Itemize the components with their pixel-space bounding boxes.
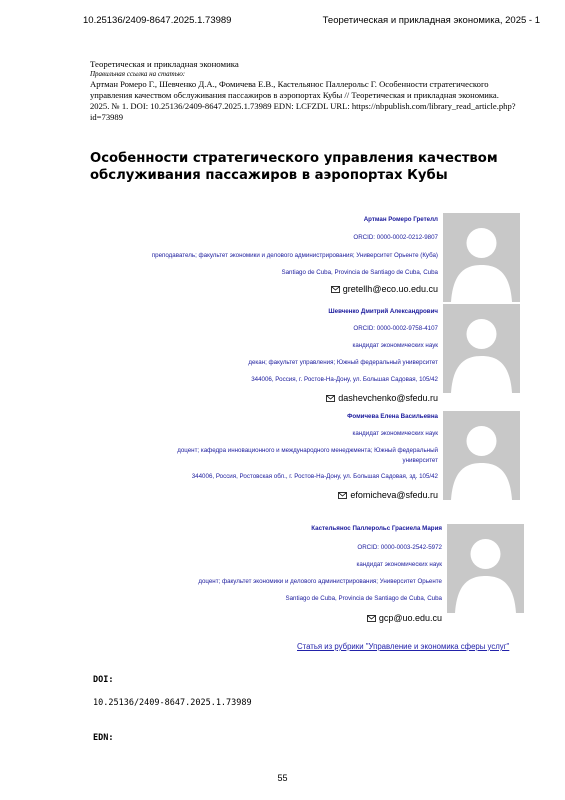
citation-line-1: Артман Ромеро Г., Шевченко Д.А., Фомичева Е.В., Кастельянос Паллерольс Г. Особенности стратегического <box>90 79 489 89</box>
author-address: 344006, Россия, Ростовская обл., г. Ростов-На-Дону, ул. Большая Садовая, зд. 105/42 <box>191 473 438 480</box>
author-position: доцент; факультет экономики и делового администрирования; Университет Орьенте <box>198 578 442 585</box>
page-number: 55 <box>277 773 288 783</box>
citation-block <box>90 59 530 123</box>
author-name: Кастельянос Паллерольс Грасиела Мария <box>311 525 442 532</box>
author-email[interactable]: gcp@uo.edu.cu <box>378 613 442 623</box>
doi-value[interactable]: 10.25136/2409-8647.2025.1.73989 <box>93 698 252 708</box>
article-title-line-2: обслуживания пассажиров в аэропортах Кубы <box>90 168 448 183</box>
author-name: Шевченко Дмитрий Александрович <box>328 308 438 315</box>
citation-line-3[interactable]: 2025. № 1. DOI: 10.25136/2409-8647.2025.1.73989 EDN: LCFZDL URL: https://nbpublish.com/library_read_article.php? <box>90 101 516 111</box>
person-silhouette-icon <box>443 411 520 500</box>
citation-line-4: id=73989 <box>90 112 124 122</box>
author-email[interactable]: efomicheva@sfedu.ru <box>350 490 438 500</box>
citation-label: Правильная ссылка на статью: <box>90 70 186 78</box>
author-email-row[interactable] <box>331 284 438 294</box>
author-degree: кандидат экономических наук <box>352 430 438 437</box>
author-position: декан; факультет управления; Южный федеральный университет <box>248 359 438 366</box>
author-email-row[interactable] <box>326 393 438 403</box>
author-address: 344006, Россия, г. Ростов-На-Дону, ул. Большая Садовая, 105/42 <box>251 376 438 383</box>
author-2 <box>80 308 438 403</box>
author-degree: кандидат экономических наук <box>352 342 438 349</box>
author-photo-placeholder <box>443 304 520 393</box>
header-journal-issue: Теоретическая и прикладная экономика, 2025 - 1 <box>322 15 540 26</box>
author-address: Santiago de Cuba, Provincia de Santiago de Cuba, Cuba <box>281 269 438 276</box>
author-email-row[interactable] <box>367 613 442 623</box>
author-4 <box>80 525 442 625</box>
author-orcid[interactable]: ORCID: 0000-0002-0212-9807 <box>353 234 438 241</box>
header-doi: 10.25136/2409-8647.2025.1.73989 <box>83 15 232 26</box>
rubric-link[interactable]: Статья из рубрики "Управление и экономика сферы услуг" <box>297 642 510 651</box>
citation-journal: Теоретическая и прикладная экономика <box>90 59 239 69</box>
mail-icon <box>338 492 347 499</box>
article-title-line-1: Особенности стратегического управления качеством <box>90 151 498 166</box>
mail-icon <box>326 395 335 402</box>
article-title <box>90 150 530 184</box>
person-silhouette-icon <box>443 213 520 302</box>
author-address: Santiago de Cuba, Provincia de Santiago de Cuba, Cuba <box>285 595 442 602</box>
citation-line-2: управления качеством обслуживания пассажиров в аэропортах Кубы // Теоретическая и прикладная экономика. <box>90 90 499 100</box>
author-1 <box>80 216 438 302</box>
mail-icon <box>367 615 376 622</box>
author-position: преподаватель; факультет экономики и делового администрирования; Университет Орьенте (Куба) <box>151 252 438 259</box>
author-degree: кандидат экономических наук <box>356 561 442 568</box>
author-orcid[interactable]: ORCID: 0000-0003-2542-5972 <box>357 544 442 551</box>
doi-label: DOI: <box>93 675 114 685</box>
author-3 <box>80 413 438 503</box>
author-photo-placeholder <box>447 524 524 613</box>
author-position-cont: университет <box>402 457 438 464</box>
author-photo-placeholder <box>443 411 520 500</box>
author-photo-placeholder <box>443 213 520 302</box>
author-name: Артман Ромеро Гретелл <box>363 216 438 223</box>
author-email[interactable]: gretellh@eco.uo.edu.cu <box>342 284 438 294</box>
person-silhouette-icon <box>447 524 524 613</box>
author-email[interactable]: dashevchenko@sfedu.ru <box>338 393 438 403</box>
author-orcid[interactable]: ORCID: 0000-0002-9758-4107 <box>353 325 438 332</box>
author-name: Фомичева Елена Васильевна <box>347 413 438 420</box>
person-silhouette-icon <box>443 304 520 393</box>
mail-icon <box>331 286 340 293</box>
author-position: доцент; кафедра инновационного и международного менеджмента; Южный федеральный <box>177 447 438 454</box>
edn-label: EDN: <box>93 733 114 743</box>
author-email-row[interactable] <box>338 490 438 500</box>
